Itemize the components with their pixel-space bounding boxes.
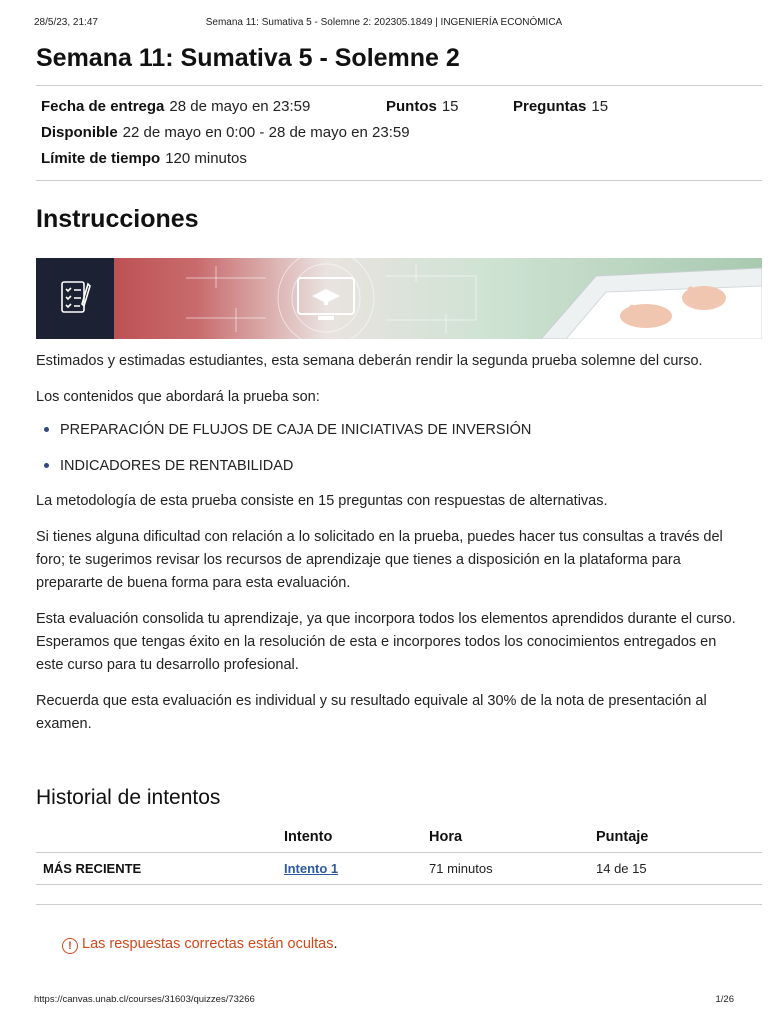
available-value: 22 de mayo en 0:00 - 28 de mayo en 23:59	[122, 124, 410, 141]
banner-image	[36, 258, 762, 339]
print-footer	[0, 994, 768, 1008]
table-header-divider	[36, 852, 762, 853]
attempt-score: 14 de 15	[596, 861, 647, 876]
instructions-paragraph: La metodología de esta prueba consiste en 15 preguntas con respuestas de alternativas.	[36, 493, 608, 509]
column-header-time: Hora	[429, 829, 463, 845]
instructions-paragraph: Estimados y estimadas estudiantes, esta semana deberán rendir la segunda prueba solemne del curso.	[36, 353, 703, 369]
print-url: https://canvas.unab.cl/courses/31603/quizzes/73266	[34, 994, 255, 1005]
table-row-divider	[36, 884, 762, 885]
available	[41, 124, 410, 141]
available-label: Disponible	[41, 124, 118, 141]
list-item-text: INDICADORES DE RENTABILIDAD	[60, 458, 294, 474]
warning-circle-icon: !	[62, 938, 78, 954]
instructions-paragraph: Esta evaluación consolida tu aprendizaje, ya que incorpora todos los elementos aprendidos durante el curso. Esperamos que tengas éxito en la resolución de esta e incorpores todos los conocimientos entregados en este curso para tu desarrollo profesional.	[36, 611, 736, 673]
bullet-icon	[44, 427, 49, 432]
divider	[36, 180, 762, 181]
attempt-link[interactable]: Intento 1	[284, 861, 339, 876]
print-page-number: 1/26	[715, 994, 734, 1005]
list-item	[44, 422, 531, 438]
print-header	[0, 17, 768, 31]
points-label: Puntos	[386, 98, 437, 115]
notice-text: Las respuestas correctas están ocultas	[82, 936, 334, 952]
points	[386, 98, 459, 115]
divider	[36, 85, 762, 86]
instructions-heading: Instrucciones	[36, 205, 199, 233]
history-heading: Historial de intentos	[36, 786, 221, 809]
print-doc-title: Semana 11: Sumativa 5 - Solemne 2: 202305.1849 | INGENIERÍA ECONÓMICA	[205, 17, 563, 28]
divider	[36, 904, 762, 905]
column-header-score: Puntaje	[596, 829, 649, 845]
print-timestamp: 28/5/23, 21:47	[34, 17, 98, 28]
questions-label: Preguntas	[513, 98, 587, 115]
instructions-paragraph: Si tienes alguna dificultad con relación a lo solicitado en la prueba, puedes hacer tus consultas a través del foro; te sugerimos revisar los recursos de aprendizaje que tienes a disposición en la plataforma para prepararte de buena forma para esta evaluación.	[36, 529, 723, 591]
instructions-banner	[36, 258, 762, 339]
points-value: 15	[441, 98, 459, 115]
instructions-paragraph: Los contenidos que abordará la prueba son:	[36, 389, 320, 405]
bullet-icon	[44, 463, 49, 468]
due-label: Fecha de entrega	[41, 98, 165, 115]
questions	[513, 98, 608, 115]
page-title: Semana 11: Sumativa 5 - Solemne 2	[36, 44, 460, 72]
time-limit	[41, 150, 247, 167]
column-header-attempt: Intento	[284, 829, 333, 845]
answers-hidden-notice	[62, 936, 338, 954]
list-item-text: PREPARACIÓN DE FLUJOS DE CAJA DE INICIATIVAS DE INVERSIÓN	[60, 422, 532, 438]
instructions-paragraph: Recuerda que esta evaluación es individual y su resultado equivale al 30% de la nota de presentación al examen.	[36, 693, 707, 732]
list-item	[44, 458, 293, 474]
attempt-time: 71 minutos	[429, 861, 493, 876]
due-date	[41, 98, 310, 115]
due-value: 28 de mayo en 23:59	[169, 98, 311, 115]
row-label: MÁS RECIENTE	[43, 861, 142, 876]
notice-trailing: .	[333, 936, 338, 952]
questions-value: 15	[591, 98, 609, 115]
time-limit-label: Límite de tiempo	[41, 150, 161, 167]
time-limit-value: 120 minutos	[165, 150, 247, 167]
